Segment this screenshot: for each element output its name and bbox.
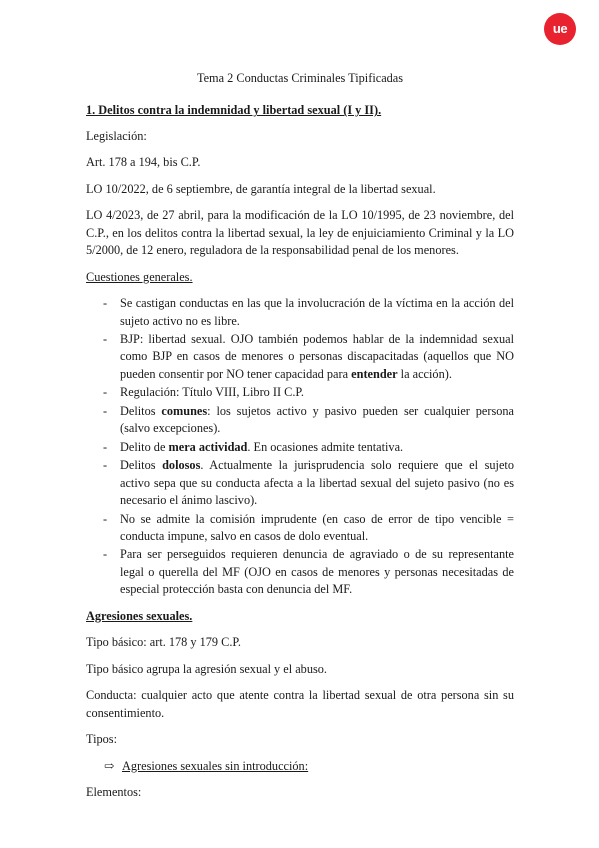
- arrow-right-icon: ⇨: [104, 758, 115, 773]
- elementos-label: Elementos:: [86, 784, 142, 799]
- dash-bullet-icon: -: [103, 296, 108, 311]
- list-item: - Delitos dolosos. Actualmente la jurisprudencia solo requiere que el sujeto activo sepa que su conducta afecta a la libertad sexual del sujeto pasivo (no es necesario el ánimo lascivo).: [103, 458, 514, 508]
- dash-bullet-icon: -: [103, 547, 108, 562]
- list-item: - BJP: libertad sexual. OJO también podemos hablar de la indemnidad sexual como BJP en casos de menores o personas discapacitadas (aquellos que NO pueden consentir por NO tener capacidad para entender la acción).: [103, 331, 514, 381]
- sub-item-label: Agresiones sexuales sin introducción:: [122, 758, 309, 773]
- lo-2022-reference: LO 10/2022, de 6 septiembre, de garantía integral de la libertad sexual.: [86, 181, 436, 196]
- tipo-basico: Tipo básico: art. 178 y 179 C.P.: [86, 635, 241, 650]
- art-reference: Art. 178 a 194, bis C.P.: [86, 155, 201, 170]
- dash-bullet-icon: -: [103, 458, 108, 473]
- document-page: [86, 70, 514, 810]
- dash-bullet-icon: -: [103, 403, 108, 418]
- list-item: - Delitos comunes: los sujetos activo y pasivo pueden ser cualquier persona (salvo excepciones).: [103, 403, 514, 436]
- list-item: - Para ser perseguidos requieren denuncia de agraviado o de su representante legal o querella del MF (OJO en casos de menores y personas necesitadas de especial protección basta con denuncia del MF.: [103, 547, 514, 597]
- lo-2023-reference: LO 4/2023, de 27 abril, para la modificación de la LO 10/1995, de 23 noviembre, del C.P., en los delitos contra la libertad sexual, la ley de enjuiciamiento Criminal y la LO 5/2000, de 12 enero, reguladora de la responsabilidad penal de los menores.: [86, 208, 514, 258]
- university-logo: [544, 13, 576, 45]
- list-item: - Regulación: Título VIII, Libro II C.P.: [86, 384, 514, 401]
- legislacion-label: Legislación:: [86, 128, 147, 143]
- agrupa-text: Tipo básico agrupa la agresión sexual y el abuso.: [86, 661, 327, 676]
- dash-bullet-icon: -: [103, 385, 108, 400]
- section-heading: 1. Delitos contra la indemnidad y libertad sexual (I y II).: [86, 103, 382, 118]
- cuestiones-list: [86, 295, 514, 599]
- dash-bullet-icon: -: [103, 331, 108, 346]
- arrow-list-item: [86, 758, 514, 775]
- dash-bullet-icon: -: [103, 511, 108, 526]
- conducta-text: Conducta: cualquier acto que atente contra la libertad sexual de otra persona sin su consentimiento.: [86, 688, 514, 720]
- list-item: - Se castigan conductas en las que la involucración de la víctima en la acción del sujeto activo no es libre.: [103, 296, 514, 328]
- tipos-label: Tipos:: [86, 732, 117, 747]
- agresiones-heading: Agresiones sexuales.: [86, 608, 193, 623]
- dash-bullet-icon: -: [103, 439, 108, 454]
- list-item: - Delito de mera actividad. En ocasiones admite tentativa.: [86, 439, 514, 456]
- document-title: Tema 2 Conductas Criminales Tipificadas: [196, 71, 404, 85]
- cuestiones-label: Cuestiones generales.: [86, 269, 193, 284]
- logo-text: ue: [552, 20, 568, 36]
- list-item: - No se admite la comisión imprudente (en caso de error de tipo vencible = conducta impune, salvo en casos de dolo eventual.: [103, 511, 514, 543]
